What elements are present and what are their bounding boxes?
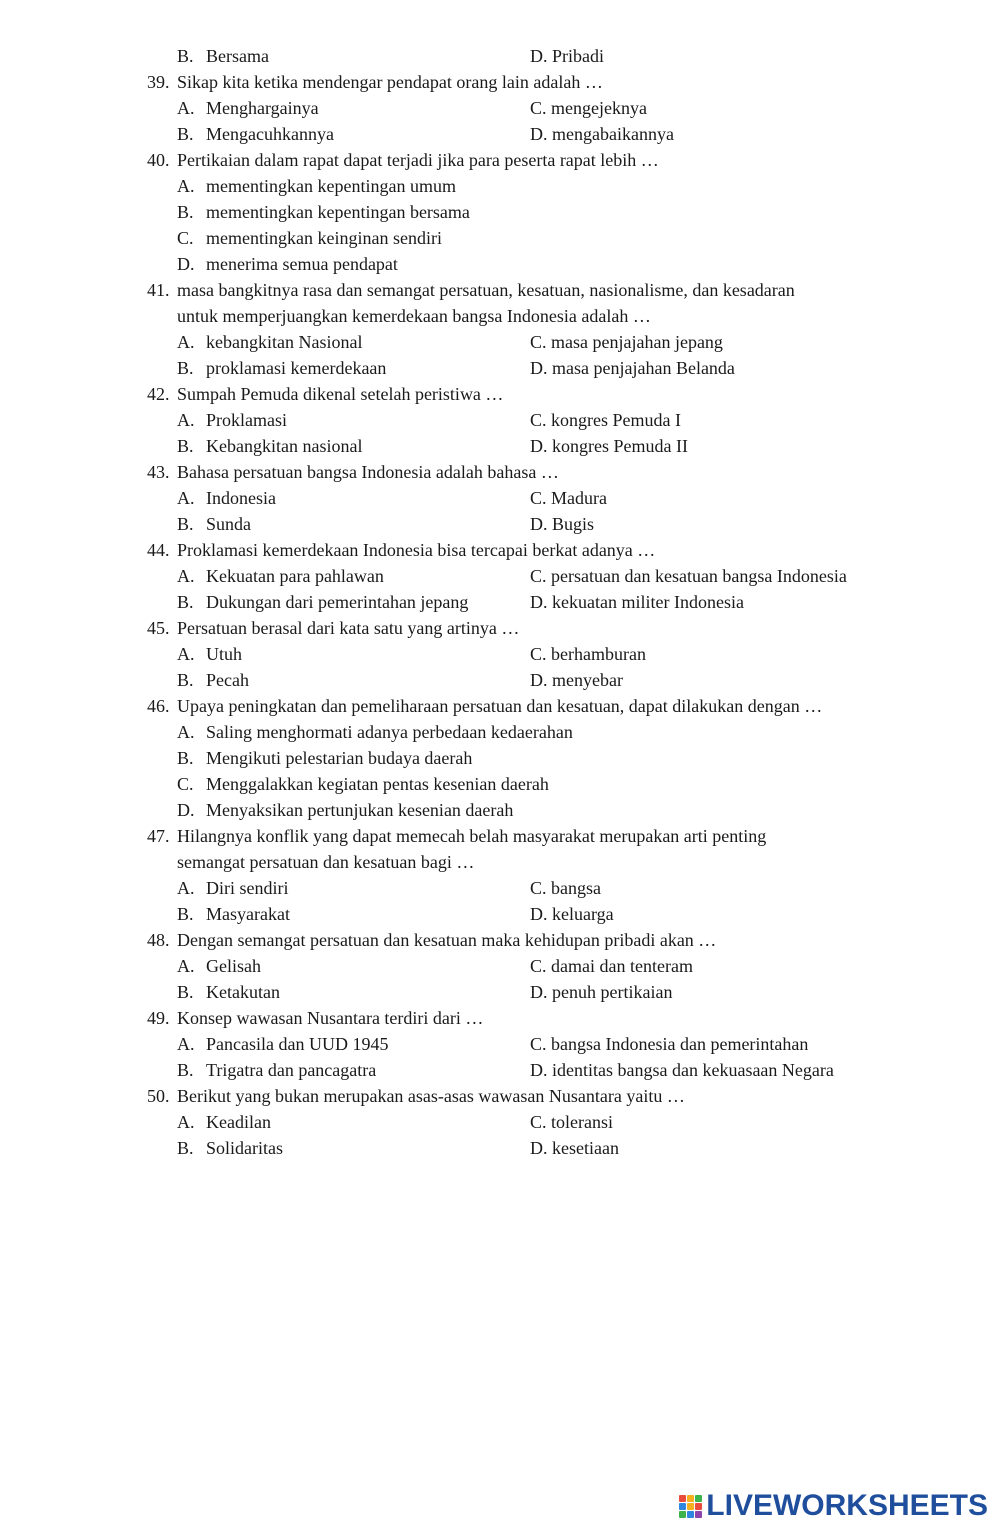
question-text: masa bangkitnya rasa dan semangat persatuan, kesatuan, nasionalisme, dan kesadaran bbox=[177, 280, 795, 300]
answer-option[interactable] bbox=[530, 485, 607, 511]
answer-option[interactable] bbox=[530, 875, 601, 901]
answer-option[interactable] bbox=[177, 979, 280, 1005]
options-row bbox=[0, 485, 1000, 511]
option-text: Utuh bbox=[206, 644, 242, 664]
option-text: C. persatuan dan kesatuan bangsa Indonesia bbox=[530, 566, 847, 586]
question-text: semangat persatuan dan kesatuan bagi … bbox=[177, 852, 475, 872]
question-line bbox=[0, 1005, 1000, 1031]
answer-option[interactable] bbox=[177, 407, 287, 433]
question-text: Hilangnya konflik yang dapat memecah belah masyarakat merupakan arti penting bbox=[177, 826, 767, 846]
option-letter: A. bbox=[177, 1034, 195, 1054]
options-row bbox=[0, 95, 1000, 121]
options-row bbox=[0, 771, 1000, 797]
option-b[interactable] bbox=[177, 43, 269, 69]
question-number: 40. bbox=[147, 150, 170, 170]
options-row bbox=[0, 225, 1000, 251]
option-letter: B. bbox=[177, 982, 194, 1002]
option-text: D. masa penjajahan Belanda bbox=[530, 358, 735, 378]
answer-option[interactable] bbox=[177, 225, 442, 251]
option-text: menerima semua pendapat bbox=[206, 254, 398, 274]
answer-option[interactable] bbox=[177, 901, 290, 927]
options-row bbox=[0, 1135, 1000, 1161]
question-text: Sumpah Pemuda dikenal setelah peristiwa … bbox=[177, 384, 504, 404]
options-row bbox=[0, 329, 1000, 355]
question-line bbox=[0, 927, 1000, 953]
option-text: D. Bugis bbox=[530, 514, 595, 534]
option-text: Pecah bbox=[206, 670, 249, 690]
option-text: Menyaksikan pertunjukan kesenian daerah bbox=[206, 800, 514, 820]
question-number: 45. bbox=[147, 618, 170, 638]
option-text: Indonesia bbox=[206, 488, 276, 508]
options-row bbox=[0, 667, 1000, 693]
option-text: Masyarakat bbox=[206, 904, 290, 924]
option-letter: B. bbox=[177, 124, 194, 144]
question-line bbox=[0, 147, 1000, 173]
answer-option[interactable] bbox=[177, 251, 398, 277]
question-number: 46. bbox=[147, 696, 170, 716]
answer-option[interactable] bbox=[177, 589, 468, 615]
option-text: Mengikuti pelestarian budaya daerah bbox=[206, 748, 473, 768]
option-letter: D. bbox=[177, 800, 195, 820]
options-row bbox=[0, 901, 1000, 927]
answer-option[interactable] bbox=[530, 329, 723, 355]
liveworksheets-logo-icon bbox=[679, 1495, 702, 1518]
logo-square bbox=[687, 1495, 694, 1502]
answer-option[interactable] bbox=[530, 901, 614, 927]
answer-option[interactable] bbox=[530, 355, 735, 381]
options-row bbox=[0, 199, 1000, 225]
question-number: 44. bbox=[147, 540, 170, 560]
question-number: 50. bbox=[147, 1086, 170, 1106]
options-row bbox=[0, 589, 1000, 615]
options-row bbox=[0, 563, 1000, 589]
answer-option[interactable] bbox=[177, 485, 276, 511]
options-row bbox=[0, 251, 1000, 277]
question-line bbox=[0, 459, 1000, 485]
answer-option[interactable] bbox=[530, 979, 672, 1005]
logo-square bbox=[679, 1511, 686, 1518]
answer-option[interactable] bbox=[177, 511, 251, 537]
answer-option[interactable] bbox=[177, 95, 319, 121]
option-letter: A. bbox=[177, 644, 195, 664]
answer-option[interactable] bbox=[177, 199, 470, 225]
option-text: Mengacuhkannya bbox=[206, 124, 334, 144]
option-letter: B. bbox=[177, 202, 194, 222]
logo-square bbox=[687, 1511, 694, 1518]
question-line bbox=[0, 537, 1000, 563]
option-text: C. berhamburan bbox=[530, 644, 646, 664]
option-text: C. bangsa Indonesia dan pemerintahan bbox=[530, 1034, 809, 1054]
option-text: Keadilan bbox=[206, 1112, 271, 1132]
option-d[interactable] bbox=[530, 43, 604, 69]
answer-option[interactable] bbox=[177, 1057, 376, 1083]
question-text: Upaya peningkatan dan pemeliharaan persatuan dan kesatuan, dapat dilakukan dengan … bbox=[177, 696, 823, 716]
option-letter: B. bbox=[177, 670, 194, 690]
option-letter: A. bbox=[177, 566, 195, 586]
option-text: C. damai dan tenteram bbox=[530, 956, 693, 976]
question-text: Persatuan berasal dari kata satu yang artinya … bbox=[177, 618, 520, 638]
option-text: C. kongres Pemuda I bbox=[530, 410, 681, 430]
answer-option[interactable] bbox=[530, 563, 847, 589]
options-row bbox=[0, 1031, 1000, 1057]
logo-square bbox=[679, 1495, 686, 1502]
options-row bbox=[0, 875, 1000, 901]
options-row bbox=[0, 407, 1000, 433]
options-row bbox=[0, 979, 1000, 1005]
option-text: C. toleransi bbox=[530, 1112, 613, 1132]
answer-option[interactable] bbox=[530, 511, 594, 537]
option-text: Saling menghormati adanya perbedaan kedaerahan bbox=[206, 722, 573, 742]
options-row bbox=[0, 719, 1000, 745]
question-line bbox=[0, 1083, 1000, 1109]
option-text: C. masa penjajahan jepang bbox=[530, 332, 723, 352]
option-text: D. Pribadi bbox=[530, 46, 604, 66]
answer-option[interactable] bbox=[177, 797, 513, 823]
option-letter: B. bbox=[177, 1060, 194, 1080]
option-text: Pancasila dan UUD 1945 bbox=[206, 1034, 389, 1054]
question-number: 43. bbox=[147, 462, 170, 482]
question-number: 48. bbox=[147, 930, 170, 950]
options-row bbox=[0, 355, 1000, 381]
answer-option[interactable] bbox=[177, 745, 472, 771]
option-letter: A. bbox=[177, 176, 195, 196]
option-letter: D. bbox=[177, 254, 195, 274]
option-text: D. keluarga bbox=[530, 904, 614, 924]
answer-option[interactable] bbox=[530, 953, 693, 979]
option-text: Kebangkitan nasional bbox=[206, 436, 363, 456]
liveworksheets-logo bbox=[679, 1491, 988, 1521]
option-letter: A. bbox=[177, 722, 195, 742]
answer-option[interactable] bbox=[530, 667, 623, 693]
question-line bbox=[0, 69, 1000, 95]
options-row bbox=[0, 173, 1000, 199]
logo-square bbox=[679, 1503, 686, 1510]
options-row bbox=[0, 953, 1000, 979]
answer-option[interactable] bbox=[177, 433, 362, 459]
option-text: Proklamasi bbox=[206, 410, 287, 430]
option-text: D. kesetiaan bbox=[530, 1138, 619, 1158]
logo-square bbox=[695, 1495, 702, 1502]
question-line bbox=[0, 381, 1000, 407]
question-text: Sikap kita ketika mendengar pendapat orang lain adalah … bbox=[177, 72, 603, 92]
options-row bbox=[0, 43, 1000, 69]
option-letter: B. bbox=[177, 514, 194, 534]
option-text: Trigatra dan pancagatra bbox=[206, 1060, 377, 1080]
option-letter: A. bbox=[177, 98, 195, 118]
option-letter: B. bbox=[177, 1138, 194, 1158]
answer-option[interactable] bbox=[530, 95, 647, 121]
option-text: proklamasi kemerdekaan bbox=[206, 358, 387, 378]
answer-option[interactable] bbox=[530, 641, 646, 667]
option-letter: B. bbox=[177, 904, 194, 924]
options-row bbox=[0, 511, 1000, 537]
option-text: C. bangsa bbox=[530, 878, 601, 898]
option-text: D. menyebar bbox=[530, 670, 623, 690]
question-number: 47. bbox=[147, 826, 170, 846]
question-text: untuk memperjuangkan kemerdekaan bangsa Indonesia adalah … bbox=[177, 306, 651, 326]
option-letter: B. bbox=[177, 46, 194, 66]
answer-option[interactable] bbox=[530, 1031, 808, 1057]
answer-option[interactable] bbox=[177, 953, 261, 979]
option-text: D. mengabaikannya bbox=[530, 124, 674, 144]
question-line bbox=[0, 693, 1000, 719]
answer-option[interactable] bbox=[530, 1057, 834, 1083]
answer-option[interactable] bbox=[530, 433, 688, 459]
logo-square bbox=[695, 1503, 702, 1510]
option-letter: B. bbox=[177, 748, 194, 768]
answer-option[interactable] bbox=[177, 121, 334, 147]
question-number: 42. bbox=[147, 384, 170, 404]
question-line bbox=[0, 615, 1000, 641]
answer-option[interactable] bbox=[177, 719, 573, 745]
answer-option[interactable] bbox=[177, 329, 362, 355]
answer-option[interactable] bbox=[177, 355, 386, 381]
answer-option[interactable] bbox=[530, 589, 744, 615]
answer-option[interactable] bbox=[177, 771, 549, 797]
question-text: Berikut yang bukan merupakan asas-asas wawasan Nusantara yaitu … bbox=[177, 1086, 685, 1106]
question-line bbox=[0, 303, 1000, 329]
answer-option[interactable] bbox=[530, 407, 681, 433]
option-text: D. kongres Pemuda II bbox=[530, 436, 688, 456]
options-row bbox=[0, 1109, 1000, 1135]
logo-text: LIVEWORKSHEETS bbox=[706, 1489, 988, 1522]
option-text: Diri sendiri bbox=[206, 878, 289, 898]
options-row bbox=[0, 1057, 1000, 1083]
question-text: Proklamasi kemerdekaan Indonesia bisa tercapai berkat adanya … bbox=[177, 540, 656, 560]
option-text: D. identitas bangsa dan kekuasaan Negara bbox=[530, 1060, 834, 1080]
option-text: mementingkan kepentingan umum bbox=[206, 176, 456, 196]
option-text: Kekuatan para pahlawan bbox=[206, 566, 384, 586]
question-text: Konsep wawasan Nusantara terdiri dari … bbox=[177, 1008, 484, 1028]
option-letter: A. bbox=[177, 878, 195, 898]
question-number: 41. bbox=[147, 280, 170, 300]
question-text: Dengan semangat persatuan dan kesatuan maka kehidupan pribadi akan … bbox=[177, 930, 717, 950]
question-number: 39. bbox=[147, 72, 170, 92]
option-text: kebangkitan Nasional bbox=[206, 332, 363, 352]
answer-option[interactable] bbox=[177, 173, 456, 199]
option-text: Bersama bbox=[206, 46, 269, 66]
option-letter: A. bbox=[177, 332, 195, 352]
option-text: C. mengejeknya bbox=[530, 98, 647, 118]
option-text: Menghargainya bbox=[206, 98, 319, 118]
answer-option[interactable] bbox=[177, 1109, 271, 1135]
logo-square bbox=[695, 1511, 702, 1518]
option-letter: B. bbox=[177, 358, 194, 378]
options-row bbox=[0, 745, 1000, 771]
option-text: C. Madura bbox=[530, 488, 607, 508]
answer-option[interactable] bbox=[177, 1031, 388, 1057]
option-text: mementingkan keinginan sendiri bbox=[206, 228, 442, 248]
options-row bbox=[0, 641, 1000, 667]
question-number: 49. bbox=[147, 1008, 170, 1028]
option-letter: B. bbox=[177, 436, 194, 456]
option-text: mementingkan kepentingan bersama bbox=[206, 202, 470, 222]
answer-option[interactable] bbox=[530, 1109, 613, 1135]
option-text: Solidaritas bbox=[206, 1138, 283, 1158]
option-letter: A. bbox=[177, 488, 195, 508]
answer-option[interactable] bbox=[177, 875, 289, 901]
option-text: Ketakutan bbox=[206, 982, 280, 1002]
options-row bbox=[0, 433, 1000, 459]
option-letter: B. bbox=[177, 592, 194, 612]
option-text: D. penuh pertikaian bbox=[530, 982, 673, 1002]
question-text: Pertikaian dalam rapat dapat terjadi jika para peserta rapat lebih … bbox=[177, 150, 659, 170]
answer-option[interactable] bbox=[530, 121, 674, 147]
option-letter: A. bbox=[177, 956, 195, 976]
option-letter: C. bbox=[177, 774, 194, 794]
options-row bbox=[0, 121, 1000, 147]
option-text: Gelisah bbox=[206, 956, 261, 976]
answer-option[interactable] bbox=[177, 563, 384, 589]
option-letter: A. bbox=[177, 410, 195, 430]
logo-square bbox=[687, 1503, 694, 1510]
option-text: Dukungan dari pemerintahan jepang bbox=[206, 592, 469, 612]
options-row bbox=[0, 797, 1000, 823]
question-line bbox=[0, 277, 1000, 303]
question-line bbox=[0, 823, 1000, 849]
option-text: Sunda bbox=[206, 514, 251, 534]
option-letter: A. bbox=[177, 1112, 195, 1132]
answer-option[interactable] bbox=[530, 1135, 619, 1161]
answer-option[interactable] bbox=[177, 641, 242, 667]
answer-option[interactable] bbox=[177, 1135, 283, 1161]
option-text: D. kekuatan militer Indonesia bbox=[530, 592, 744, 612]
option-text: Menggalakkan kegiatan pentas kesenian daerah bbox=[206, 774, 549, 794]
answer-option[interactable] bbox=[177, 667, 249, 693]
question-text: Bahasa persatuan bangsa Indonesia adalah bahasa … bbox=[177, 462, 559, 482]
option-letter: C. bbox=[177, 228, 194, 248]
question-line bbox=[0, 849, 1000, 875]
